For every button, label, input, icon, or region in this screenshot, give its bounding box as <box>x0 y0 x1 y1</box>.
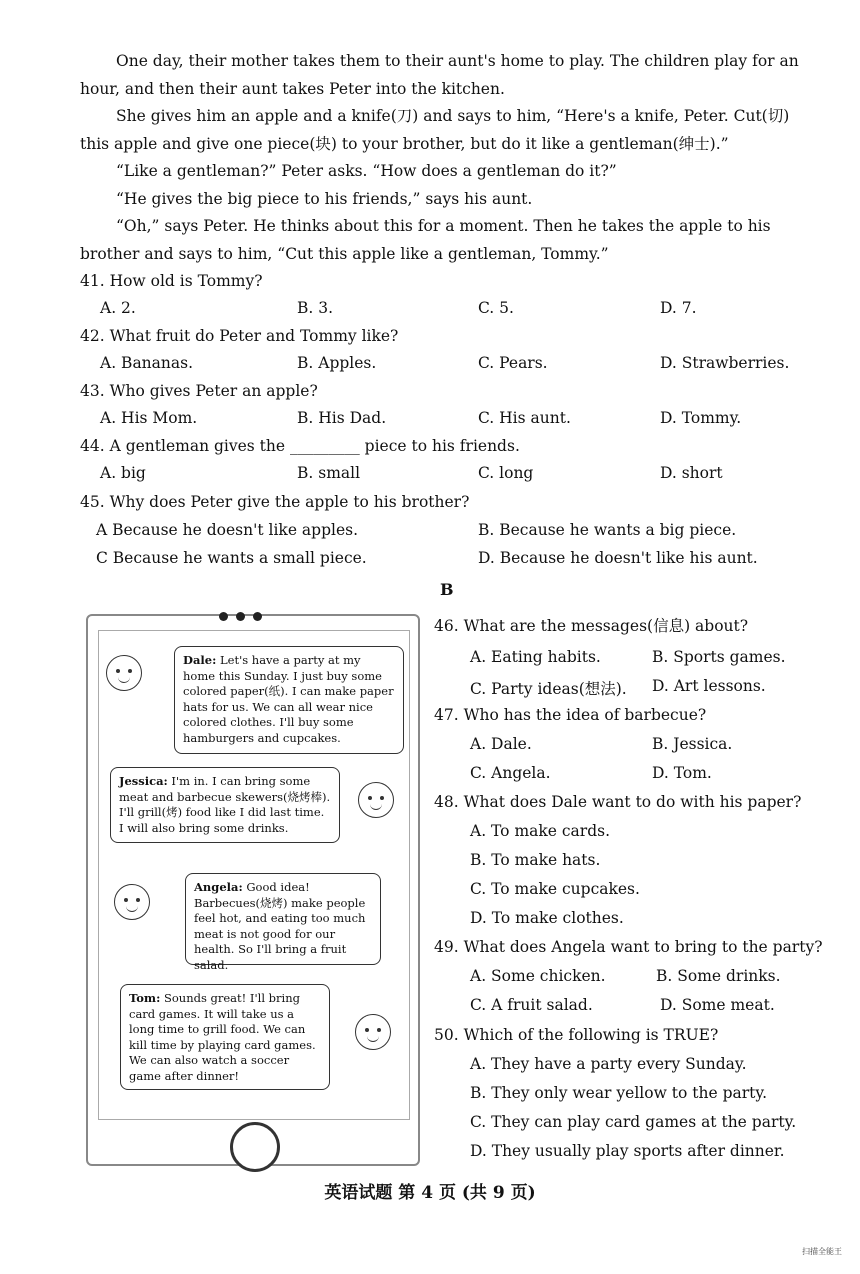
option-b: B. To make hats. <box>470 851 601 869</box>
option-b: B. Apples. <box>297 354 377 372</box>
option-c: C. Angela. <box>470 764 551 782</box>
tom-message: Sounds great! I'll bring card games. It will take us a long time to grill food. We can kill time by playing card games. We can also watch a soccer game after dinner! <box>129 991 316 1083</box>
dale-message-bubble <box>174 646 404 754</box>
jessica-message: I'm in. I can bring some meat and barbecue skewers(烧烤棒). I'll grill(烤) food like I did last time. I will also bring some drinks. <box>119 774 331 835</box>
passage-paragraph-4: “He gives the big piece to his friends,” says his aunt. <box>116 190 533 208</box>
question-stem: 42. What fruit do Peter and Tommy like? <box>80 327 399 345</box>
page-footer: 英语试题 第 4 页 (共 9 页) <box>324 1183 536 1203</box>
option-b: B. small <box>297 464 361 482</box>
jessica-message-bubble <box>110 767 340 843</box>
scanner-logo: 扫描全能王 <box>802 1247 842 1256</box>
option-c: C. A fruit salad. <box>470 996 593 1014</box>
dale-name: Dale: <box>183 653 217 667</box>
dale-avatar-icon <box>106 655 142 691</box>
tom-name: Tom: <box>129 991 161 1005</box>
option-b: B. 3. <box>297 299 334 317</box>
question-stem: 47. Who has the idea of barbecue? <box>434 706 707 724</box>
question-stem: 49. What does Angela want to bring to the party? <box>434 938 823 956</box>
option-b: B. Because he wants a big piece. <box>478 521 737 539</box>
passage-paragraph-5: “Oh,” says Peter. He thinks about this for a moment. Then he takes the apple to his brother and says to him, “Cut this apple like a gentleman, Tommy.” <box>80 217 771 263</box>
option-c: C. They can play card games at the party. <box>470 1113 797 1131</box>
option-b: B. Some drinks. <box>656 967 781 985</box>
question-stem: 45. Why does Peter give the apple to his brother? <box>80 493 470 511</box>
question-stem: 50. Which of the following is TRUE? <box>434 1026 719 1044</box>
angela-message: Good idea! Barbecues(烧烤) make people feel hot, and eating too much meat is not good for our health. So I'll bring a fruit salad. <box>194 880 366 972</box>
option-c: C. 5. <box>478 299 514 317</box>
option-a: A Because he doesn't like apples. <box>96 521 359 539</box>
option-b: B. Jessica. <box>652 735 733 753</box>
option-a: A. They have a party every Sunday. <box>470 1055 747 1073</box>
passage-paragraph-2: She gives him an apple and a knife(刀) and says to him, “Here's a knife, Peter. Cut(切) this apple and give one piece(块) to your brother, but do it like a gentleman(绅士).” <box>80 107 790 153</box>
option-c: C. long <box>478 464 534 482</box>
passage-paragraph-3: “Like a gentleman?” Peter asks. “How does a gentleman do it?” <box>116 162 617 180</box>
option-a: A. 2. <box>100 299 136 317</box>
dale-message: Let's have a party at my home this Sunday. I just buy some colored paper(纸). I can make paper hats for us. We can all wear nice colored clothes. I'll buy some hamburgers and cupcakes. <box>183 653 394 745</box>
option-a: A. Eating habits. <box>470 648 601 666</box>
option-d: D. 7. <box>660 299 697 317</box>
question-stem: 41. How old is Tommy? <box>80 272 263 290</box>
question-stem: 44. A gentleman gives the _________ piece to his friends. <box>80 437 520 455</box>
option-d: D. Strawberries. <box>660 354 790 372</box>
option-d: D. short <box>660 464 723 482</box>
option-c: C. Party ideas(想法). <box>470 680 627 698</box>
tom-avatar-icon <box>355 1014 391 1050</box>
option-a: A. Bananas. <box>100 354 194 372</box>
option-b: B. Sports games. <box>652 648 786 666</box>
phone-speaker-dots <box>215 606 295 626</box>
option-c: C. To make cupcakes. <box>470 880 640 898</box>
tom-message-bubble <box>120 984 330 1090</box>
jessica-name: Jessica: <box>119 774 168 788</box>
passage-paragraph-1: One day, their mother takes them to their aunt's home to play. The children play for an hour, and then their aunt takes Peter into the kitchen. <box>80 52 799 98</box>
option-a: A. Dale. <box>470 735 532 753</box>
option-c: C. His aunt. <box>478 409 571 427</box>
jessica-avatar-icon <box>358 782 394 818</box>
option-d: D. Tommy. <box>660 409 742 427</box>
option-a: A. big <box>100 464 146 482</box>
phone-home-button <box>230 1122 280 1172</box>
angela-name: Angela: <box>194 880 243 894</box>
option-d: D. Some meat. <box>660 996 775 1014</box>
option-b: B. They only wear yellow to the party. <box>470 1084 767 1102</box>
angela-message-bubble <box>185 873 381 972</box>
angela-avatar-icon <box>114 884 150 920</box>
question-stem: 48. What does Dale want to do with his paper? <box>434 793 802 811</box>
option-a: A. Some chicken. <box>470 967 606 985</box>
option-d: D. They usually play sports after dinner. <box>470 1142 785 1160</box>
option-a: A. To make cards. <box>470 822 611 840</box>
option-c: C. Pears. <box>478 354 548 372</box>
option-d: D. Art lessons. <box>652 677 766 695</box>
option-c: C Because he wants a small piece. <box>96 549 367 567</box>
option-b: B. His Dad. <box>297 409 387 427</box>
option-d: D. To make clothes. <box>470 909 624 927</box>
option-d: D. Because he doesn't like his aunt. <box>478 549 758 567</box>
option-a: A. His Mom. <box>100 409 198 427</box>
option-d: D. Tom. <box>652 764 712 782</box>
question-stem: 43. Who gives Peter an apple? <box>80 382 318 400</box>
section-heading-b: B <box>440 580 454 599</box>
question-stem: 46. What are the messages(信息) about? <box>434 617 749 635</box>
